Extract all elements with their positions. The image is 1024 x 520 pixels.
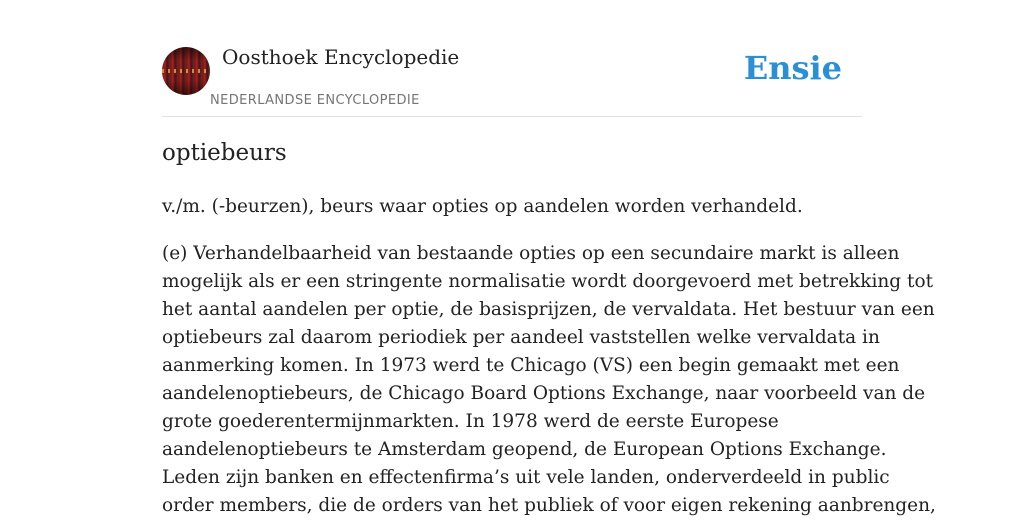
- site-title-link[interactable]: Oosthoek Encyclopedie: [222, 45, 460, 69]
- entry-body: [162, 240, 936, 520]
- body-line: Leden zijn banken en effectenfirma’s uit vele landen, onderverdeeld in public: [162, 467, 890, 488]
- body-line: mogelijk als er een stringente normalisatie wordt doorgevoerd met betrekking tot: [162, 271, 934, 292]
- site-subtitle: NEDERLANDSE ENCYCLOPEDIE: [210, 93, 420, 108]
- entry-definition: v./m. (-beurzen), beurs waar opties op aandelen worden verhandeld.: [162, 196, 803, 217]
- body-line: order members, die de orders van het publiek of voor eigen rekening aanbrengen,: [162, 495, 936, 516]
- body-line: optiebeurs zal daarom periodiek per aandeel vaststellen welke vervaldata in: [162, 327, 880, 348]
- body-line: grote goederentermijnmarkten. In 1978 werd de eerste Europese: [162, 411, 779, 432]
- site-header: [162, 0, 862, 117]
- page-container: [162, 0, 936, 516]
- encyclopedia-avatar-icon[interactable]: [162, 47, 210, 95]
- entry-title: optiebeurs: [162, 140, 287, 166]
- body-line: aanmerking komen. In 1973 werd te Chicago (VS) een begin gemaakt met een: [162, 355, 900, 376]
- body-line: aandelenoptiebeurs te Amsterdam geopend, de European Options Exchange.: [162, 439, 887, 460]
- ensie-logo-link[interactable]: Ensie: [743, 49, 842, 87]
- body-line: aandelenoptiebeurs, de Chicago Board Options Exchange, naar voorbeeld van de: [162, 383, 926, 404]
- body-line: (e) Verhandelbaarheid van bestaande opties op een secundaire markt is alleen: [162, 243, 900, 264]
- body-line: het aantal aandelen per optie, de basisprijzen, de vervaldata. Het bestuur van een: [162, 299, 935, 320]
